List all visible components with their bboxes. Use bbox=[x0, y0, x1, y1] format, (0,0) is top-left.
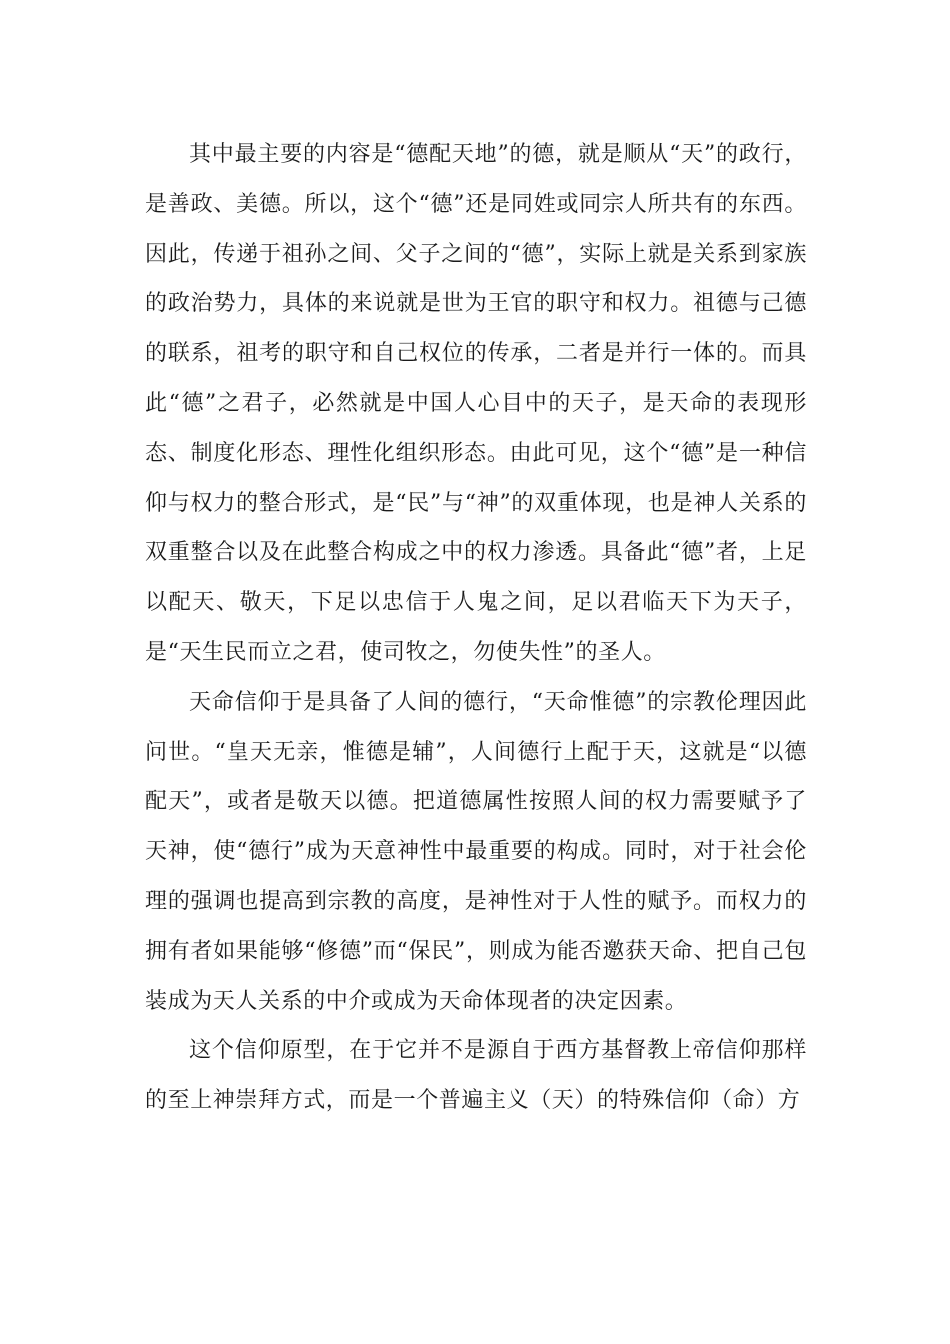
paragraph-3: 这个信仰原型，在于它并不是源自于西方基督教上帝信仰那样的至上神崇拜方式，而是一个普遍主义（天）的特殊信仰（命）方 bbox=[145, 1038, 807, 1114]
paragraph-1: 其中最主要的内容是“德配天地”的德，就是顺从“天”的政行，是善政、美德。所以，这个“德”还是同姓或同宗人所共有的东西。因此，传递于祖孙之间、父子之间的“德”，实际上就是关系到家族的政治势力，具体的来说就是世为王官的职守和权力。祖德与己德的联系，祖考的职守和自己权位的传承，二者是并行一体的。而具此“德”之君子，必然就是中国人心目中的天子，是天命的表现形态、制度化形态、理性化组织形态。由此可见，这个“德”是一种信仰与权力的整合形式，是“民”与“神”的双重体现，也是神人关系的双重整合以及在此整合构成之中的权力渗透。具备此“德”者，上足以配天、敬天，下足以忠信于人鬼之间，足以君临天下为天子，是“天生民而立之君，使司牧之，勿使失性”的圣人。 bbox=[145, 142, 807, 665]
body-text bbox=[145, 130, 807, 1126]
paragraph-2: 天命信仰于是具备了人间的德行，“天命惟德”的宗教伦理因此问世。“皇天无亲，惟德是辅”，人间德行上配于天，这就是“以德配天”，或者是敬天以德。把道德属性按照人间的权力需要赋予了天神，使“德行”成为天意神性中最重要的构成。同时，对于社会伦理的强调也提高到宗教的高度，是神性对于人性的赋予。而权力的拥有者如果能够“修德”而“保民”，则成为能否邀获天命、把自己包装成为天人关系的中介或成为天命体现者的决定因素。 bbox=[145, 689, 807, 1014]
